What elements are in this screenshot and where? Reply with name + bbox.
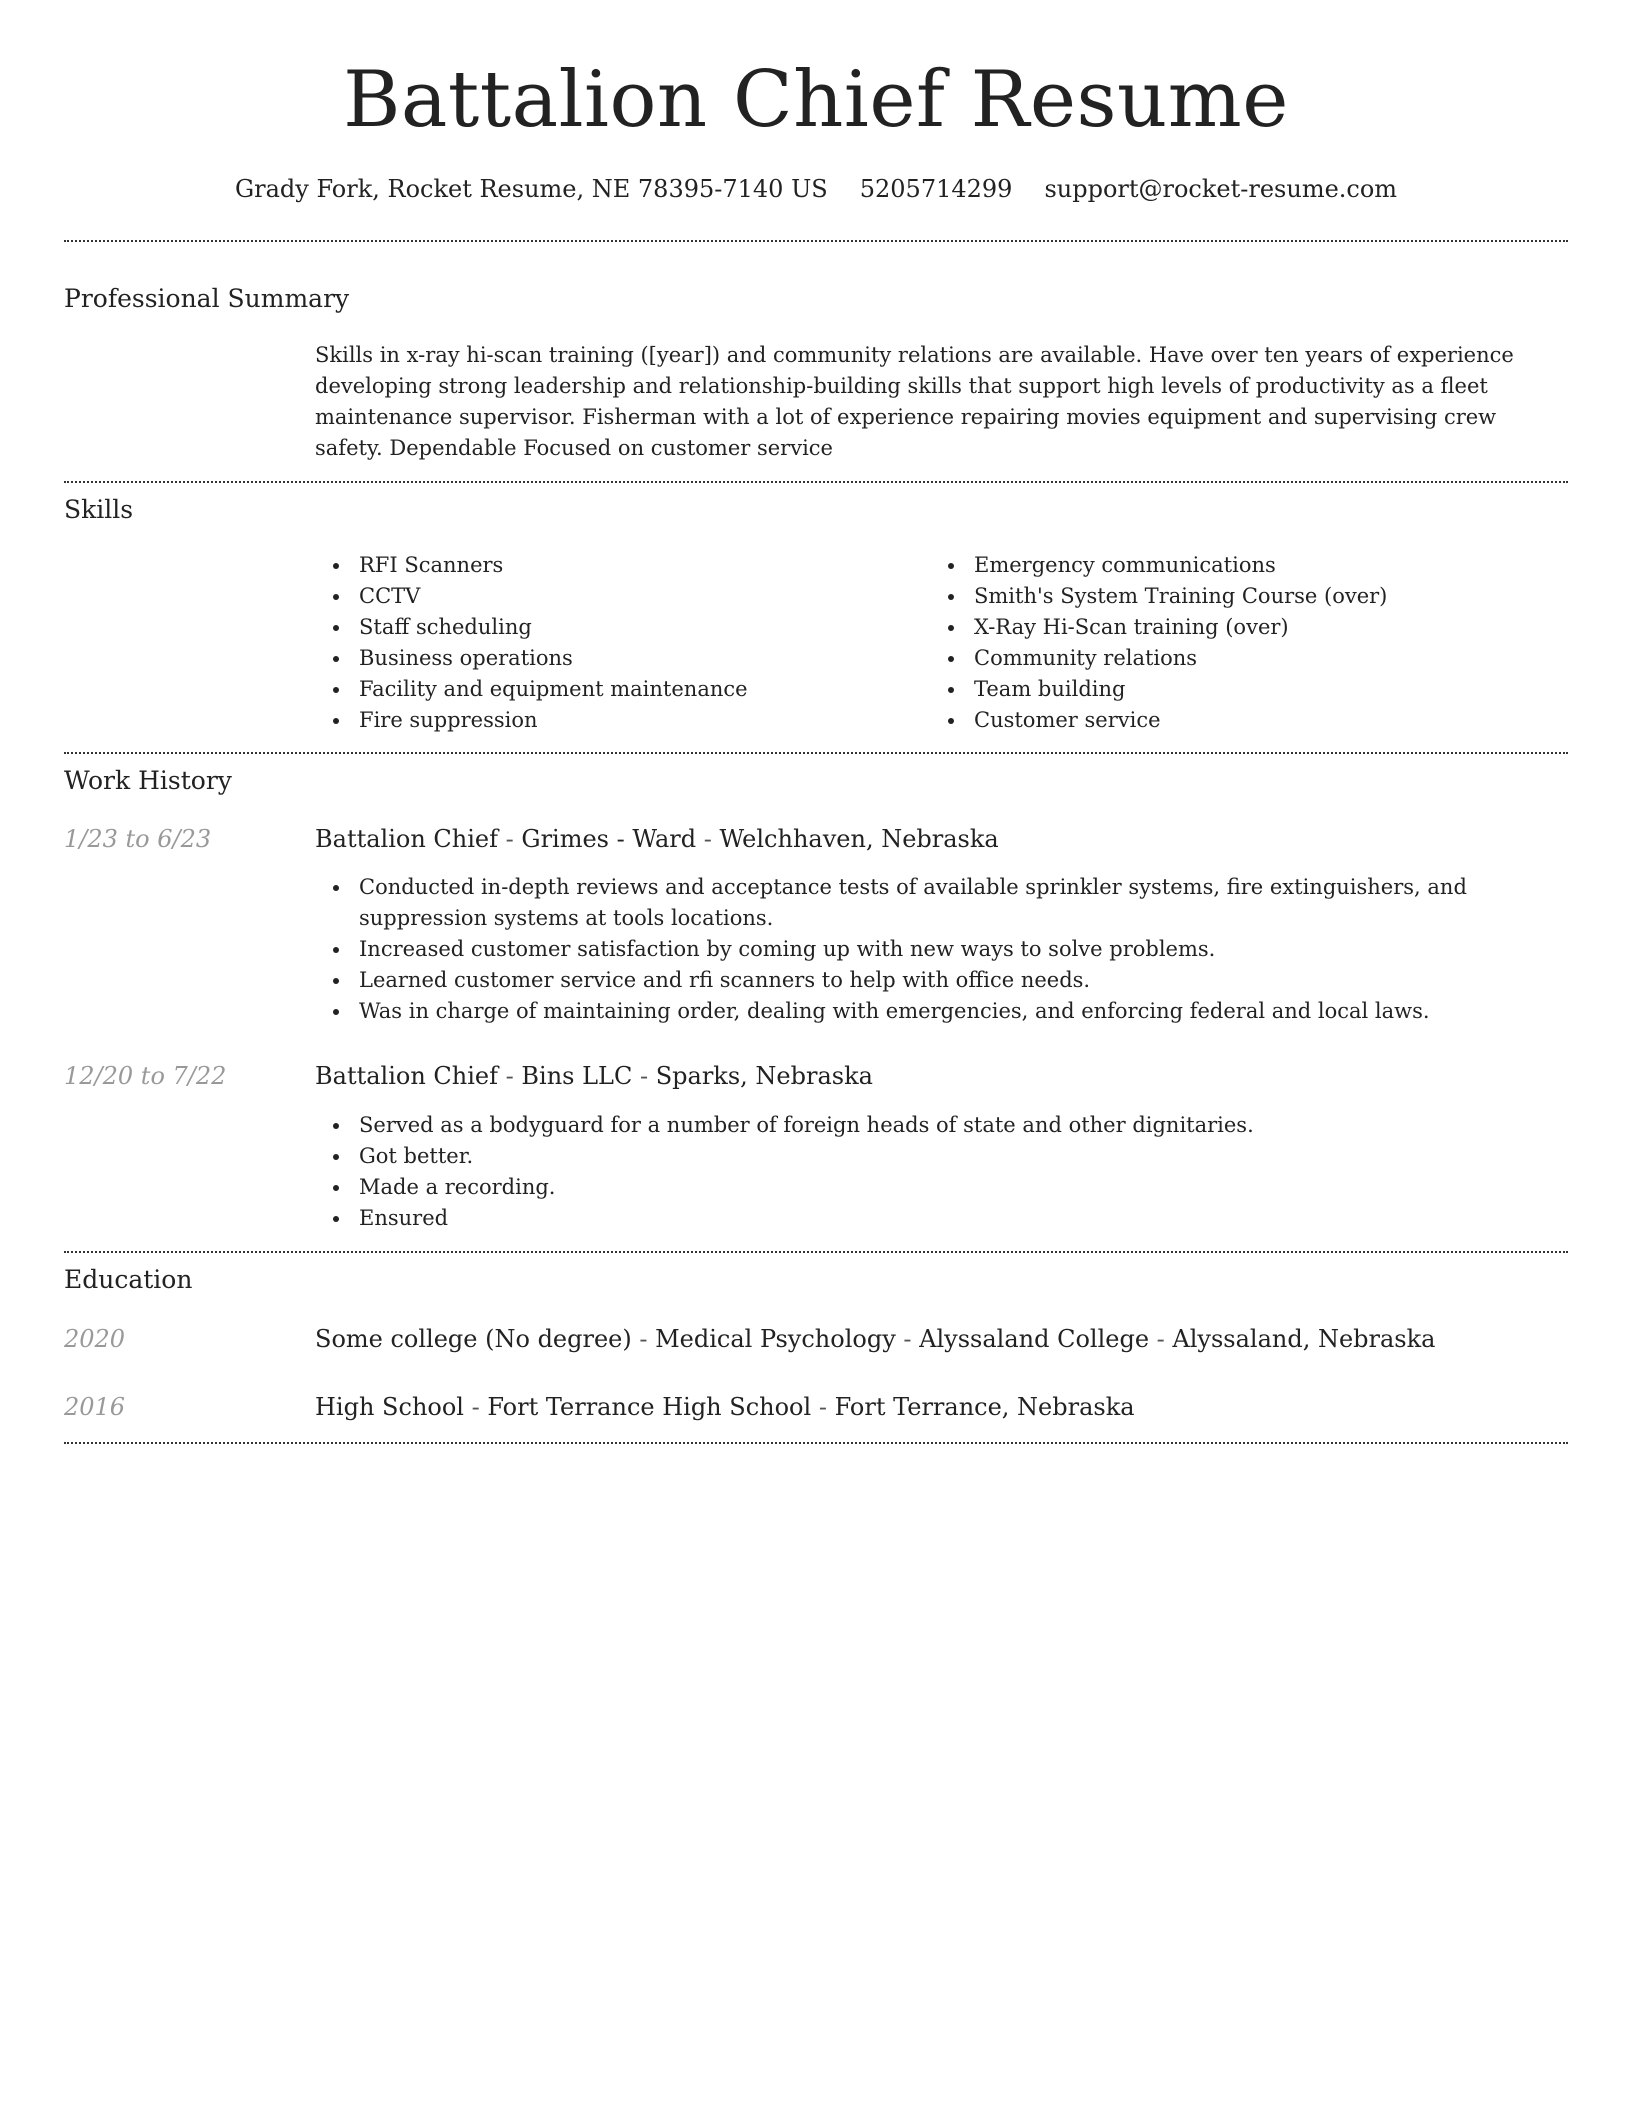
education-separator: - — [1149, 1325, 1173, 1353]
skill-item: RFI Scanners — [315, 550, 930, 581]
job-separator: - — [632, 1062, 656, 1090]
skill-item: X-Ray Hi-Scan training (over) — [930, 612, 1545, 643]
job-company: Bins LLC — [521, 1062, 633, 1090]
skill-item: Emergency communications — [930, 550, 1545, 581]
education-separator: - — [895, 1325, 920, 1353]
contact-address: Grady Fork, Rocket Resume, NE 78395-7140 US — [234, 175, 828, 203]
skill-item: Staff scheduling — [315, 612, 930, 643]
skills-list — [315, 550, 1545, 736]
education-separator: - — [631, 1325, 656, 1353]
skill-item: Team building — [930, 674, 1545, 705]
job-bullets — [315, 872, 1568, 1027]
skills-column-left — [315, 550, 930, 736]
job-separator: - — [696, 825, 720, 853]
job-dates: 12/20 to 7/22 — [64, 1062, 227, 1090]
education-degree: Some college (No degree) — [315, 1325, 632, 1353]
skill-item: Business operations — [315, 643, 930, 674]
job-location: Welchhaven, Nebraska — [719, 825, 999, 853]
education-degree: High School — [315, 1393, 464, 1421]
skill-item: Customer service — [930, 705, 1545, 736]
summary-text: Skills in x-ray hi-scan training ([year]) and community relations are available. Have over ten years of experience developing strong leadership and relationship-building skills that support high levels of productivity as a fleet maintenance supervisor. Fisherman with a lot of experience repairing movies equipment and supervising crew safety. Dependable Focused on customer service — [315, 343, 1514, 460]
education-heading: Education — [64, 1265, 193, 1294]
section-divider — [64, 240, 1568, 242]
section-divider — [64, 1442, 1568, 1444]
education-field: Medical Psychology — [655, 1325, 896, 1353]
job-heading — [315, 1059, 873, 1093]
skill-item: Facility and equipment maintenance — [315, 674, 930, 705]
education-location: Fort Terrance, Nebraska — [834, 1393, 1135, 1421]
education-separator: - — [463, 1393, 488, 1421]
contact-info — [64, 172, 1568, 206]
job-company: Grimes - Ward — [521, 825, 697, 853]
job-bullet: Was in charge of maintaining order, dealing with emergencies, and enforcing federal and local laws. — [315, 996, 1568, 1027]
job-bullet: Served as a bodyguard for a number of foreign heads of state and other dignitaries. — [315, 1110, 1568, 1141]
skills-column-right — [930, 550, 1545, 736]
education-location: Alyssaland, Nebraska — [1172, 1325, 1436, 1353]
job-bullet: Made a recording. — [315, 1172, 1568, 1203]
education-year: 2016 — [64, 1393, 126, 1421]
resume-title: Battalion Chief Resume — [343, 55, 1289, 145]
job-title: Battalion Chief — [315, 1062, 499, 1090]
education-separator: - — [811, 1393, 835, 1421]
section-divider — [64, 1251, 1568, 1253]
job-bullet: Learned customer service and rfi scanners to help with office needs. — [315, 965, 1568, 996]
skill-item: Fire suppression — [315, 705, 930, 736]
contact-phone: 5205714299 — [859, 175, 1013, 203]
job-bullet: Got better. — [315, 1141, 1568, 1172]
skill-item: CCTV — [315, 581, 930, 612]
education-year: 2020 — [64, 1325, 126, 1353]
contact-email: support@rocket-resume.com — [1044, 175, 1398, 203]
education-school: Fort Terrance High School — [487, 1393, 812, 1421]
skill-item: Smith's System Training Course (over) — [930, 581, 1545, 612]
job-separator: - — [498, 1062, 522, 1090]
job-dates: 1/23 to 6/23 — [64, 825, 212, 853]
summary-heading: Professional Summary — [64, 284, 350, 313]
education-school: Alyssaland College — [919, 1325, 1150, 1353]
section-divider — [64, 481, 1568, 483]
job-heading — [315, 822, 999, 856]
job-title: Battalion Chief — [315, 825, 499, 853]
work-history-heading: Work History — [64, 766, 232, 795]
education-entry — [315, 1390, 1135, 1424]
education-entry — [315, 1322, 1435, 1356]
job-bullet: Conducted in-depth reviews and acceptance tests of available sprinkler systems, fire extinguishers, and suppression systems at tools locations. — [315, 872, 1568, 934]
skills-heading: Skills — [64, 495, 134, 524]
job-location: Sparks, Nebraska — [655, 1062, 873, 1090]
job-separator: - — [498, 825, 522, 853]
job-bullets — [315, 1110, 1568, 1234]
section-divider — [64, 752, 1568, 754]
job-bullet: Increased customer satisfaction by coming up with new ways to solve problems. — [315, 934, 1568, 965]
job-bullet: Ensured — [315, 1203, 1568, 1234]
skill-item: Community relations — [930, 643, 1545, 674]
